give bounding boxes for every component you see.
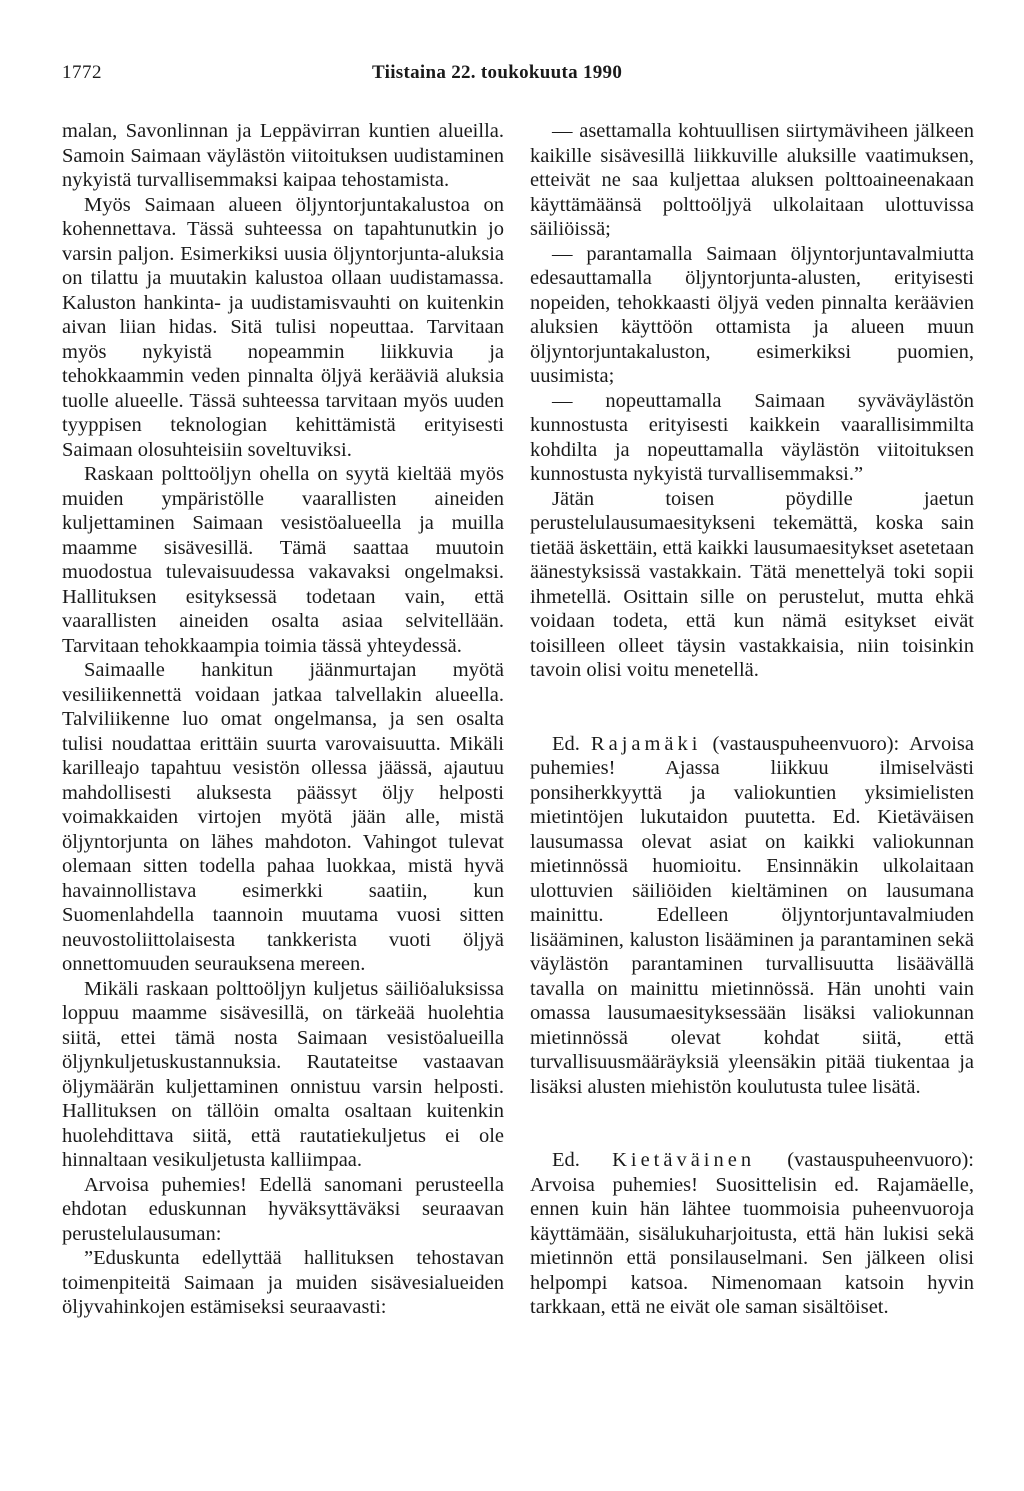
header-date: Tiistaina 22. toukokuuta 1990 [372,62,623,83]
speech-text: Arvoisa puhemies! Ajassa liikkuu ilmiselvästi ponsiherkkyyttä ja valiokuntien yksimielisten mietintöjen lukutaidon puutetta. Ed. Kietäväisen lausumassa olevat asiat on kaikki valiokunnan mietinnössä huomioitu. Ensinnäkin ulkolaitaan ulottuvien säiliöiden kieltäminen on lausumana mainittu. Edelleen öljyntorjuntavalmiuden lisääminen, kaluston lisääminen ja parantaminen sekä väylästön parantaminen turvallisuutta lisäävällä tavalla on mainittu mietinnössä. Hän unohti vain omassa lausumaesityksessään lisäksi valiokunnan mietinnössä olevat kohdat siitä, että turvallisuusmääräyksiä yleensäkin pitää tiukentaa ja lisäksi alusten miehistön koulutusta tulee lisätä. [530,732,975,1098]
page-number: 1772 [62,62,102,83]
paragraph: Jätän toisen pöydille jaetun perustelulausumaesitykseni tekemättä, koska sain tietää äskettäin, että kaikki lausumaesitykset asetetaan äänestyksissä vastakkain. Tätä menettelyä toki sopii ihmetellä. Osittain sille on perustelut, mutta ehkä voidaan todeta, että kun nämä esitykset eivät toisilleen olleet täysin vastakkaisia, niin toisinkin tavoin olisi voitu menetellä. [530,487,974,681]
speech-prefix: Ed. [552,732,580,755]
paragraph: Mikäli raskaan polttoöljyn kuljetus säiliöaluksissa loppuu maamme sisävesillä, on tärkeää huolehtia siitä, ettei tämä nosta Saimaan vesistöalueilla öljynkuljetuskustannuksia. Rautateitse vastaavan öljymäärän kuljettaminen onnistuu varsin helposti. Hallituksen on tällöin omalta osaltaan kuitenkin huolehdittava siitä, että rautatiekuljetus ei ole hinnaltaan vesikuljetusta kalliimpaa. [62,977,504,1171]
right-column [530,119,974,1320]
paragraph: Saimaalle hankitun jäänmurtajan myötä vesiliikennettä voidaan jatkaa talvellakin alueella. Talviliikenne luo omat ongelmansa, ja sen osalta tulisi noudattaa erittäin suurta varovaisuutta. Mikäli karilleajo tapahtuu vesistön ollessa jäässä, ajautuu mahdollisesti aluksesta päässyt öljy helposti voimakkaiden virtojen myötä jään alle, mistä öljyntorjunta on lähes mahdoton. Vahingot tulevat olemaan sitten todella pahaa luokkaa, mistä hyvä havainnollistava esimerkki saatiin, kun Suomenlahdella taannoin muutama vuosi sitten neuvostoliittolaisesta tankkerista vuoti öljyä onnettomuuden seurauksena mereen. [62,659,504,975]
speech-rajamaki [530,732,974,1100]
left-column [62,119,504,1320]
paragraph: Arvoisa puhemies! Edellä sanomani perusteella ehdotan eduskunnan hyväksyttäväksi seuraavan perustelulausuman: [62,1173,504,1245]
proposal-item: — asettamalla kohtuullisen siirtymäviheen jälkeen kaikille sisävesillä liikkuville aluksille vaatimuksen, etteivät ne saa kuljettaa aluksen polttoaineenakaan käyttämäänsä polttoöljyä ulkolaitaan ulottuvissa säiliöissä; [530,120,974,240]
speaker-name: Rajamäki [590,732,702,755]
page-header [62,62,982,90]
paragraph: malan, Savonlinnan ja Leppävirran kuntien alueilla. Samoin Saimaan väylästön viitoituksen uudistaminen nykyistä turvallisemmaksi kaipaa tehostamista. [62,120,504,191]
speech-role: (vastauspuheenvuoro): [787,1149,974,1171]
speech-prefix: Ed. [552,1149,580,1171]
speech-text: Arvoisa puhemies! Suosittelisin ed. Rajamäelle, ennen kuin hän lähtee tuommoisia puheenvuoroja käyttämään, sisälukuharjoitusta, että hän lukisi sekä mietinnön että ponsilauselmani. Sen jälkeen olisi helpompi katsoa. Nimenomaan katsoin hyvin tarkkaan, että ne eivät ole saman sisältöiset. [530,1173,974,1318]
proposal-quote: ”Eduskunta edellyttää hallituksen tehostavan toimenpiteitä Saimaan ja muiden sisävesialueiden öljyvahinkojen estämiseksi seuraavasti: [62,1247,504,1318]
speech-role: (vastauspuheenvuoro): [712,732,900,755]
proposal-item: — nopeuttamalla Saimaan syväväylästön kunnostusta erityisesti kaikkein vaarallisimmilta kohdilta ja nopeuttamalla väylästön viitoituksen kunnostusta nykyistä turvallisemmaksi.” [530,389,974,485]
paragraph: Myös Saimaan alueen öljyntorjuntakalustoa on kohennettava. Tässä suhteessa on tapahtunutkin jo varsin paljon. Esimerkiksi uusia öljyntorjunta-aluksia on tilattu ja muutakin kalustoa ollaan uudistamassa. Kaluston hankinta- ja uudistamisvauhti on kuitenkin aivan liian hidas. Sitä tulisi nopeuttaa. Tarvitaan myös nykyistä nopeammin liikkuvia ja tehokkaammin veden pinnalta öljyä kerääviä aluksia tuolle alueelle. Tässä suhteessa tarvitaan myös uuden tyyppisen teknologian kehittämistä erityisesti Saimaan olosuhteisiin soveltuviksi. [62,193,504,461]
proposal-item: — parantamalla Saimaan öljyntorjuntavalmiutta edesauttamalla öljyntorjunta-alusten, erityisesti nopeiden, tehokkaasti öljyä veden pinnalta keräävien aluksien käyttöön ottamista ja alueen muun öljyntorjuntakaluston, esimerkiksi puomien, uusimista; [530,242,974,387]
speaker-name: Kietäväinen [612,1149,756,1171]
paragraph: Raskaan polttoöljyn ohella on syytä kieltää myös muiden ympäristölle vaarallisten aineiden kuljettaminen Saimaan vesistöalueella ja muilla maamme sisävesillä. Tämä saattaa muutoin muodostua tulevaisuudessa vakavaksi ongelmaksi. Hallituksen esityksessä todetaan vain, että vaarallisten aineiden osalta asiaa selvitellään. Tarvitaan tehokkaampia toimia tässä yhteydessä. [62,463,504,657]
speech-kietavainen [530,1148,974,1320]
